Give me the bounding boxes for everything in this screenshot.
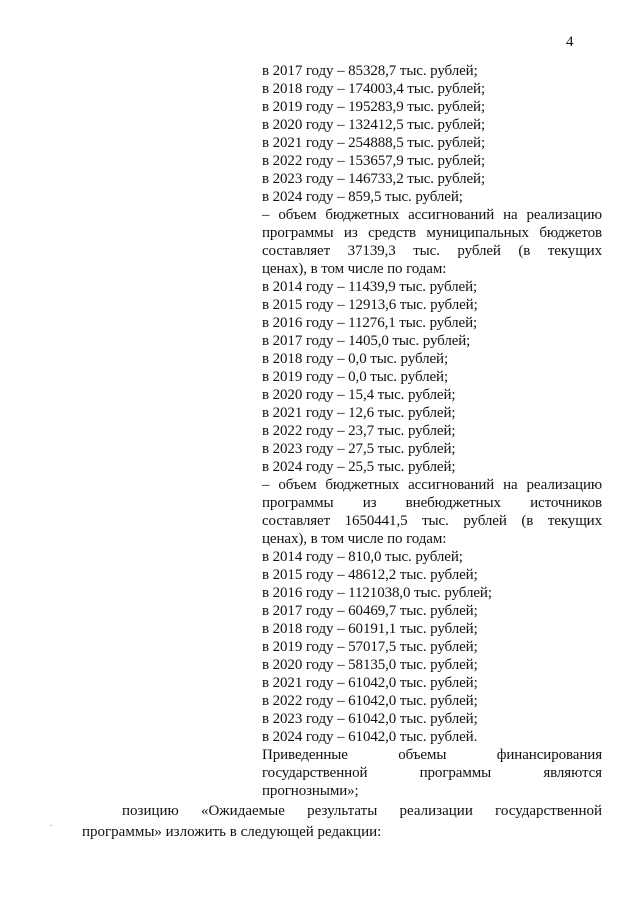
page-number: 4 xyxy=(566,34,574,50)
funding-list-extrabudget xyxy=(262,548,602,746)
funding-line: в 2022 году – 23,7 тыс. рублей; xyxy=(262,423,456,439)
funding-list-municipal xyxy=(262,278,602,476)
funding-line: в 2015 году – 12913,6 тыс. рублей; xyxy=(262,297,478,313)
funding-line: в 2021 году – 254888,5 тыс. рублей; xyxy=(262,135,486,151)
funding-line: в 2018 году – 174003,4 тыс. рублей; xyxy=(262,81,486,97)
funding-line: в 2019 году – 195283,9 тыс. рублей; xyxy=(262,99,486,115)
paragraph-line: составляет 1650441,5 тыс. рублей (в текущих xyxy=(262,513,602,529)
forecast-note-paragraph xyxy=(262,746,602,800)
funding-line: в 2014 году – 810,0 тыс. рублей; xyxy=(262,549,463,565)
paragraph-line: программы из внебюджетных источников xyxy=(262,495,602,511)
funding-line: в 2016 году – 1121038,0 тыс. рублей; xyxy=(262,585,492,601)
paragraph-line: государственной программы являются xyxy=(262,765,602,781)
extrabudget-paragraph xyxy=(262,476,602,548)
margin-mark: . xyxy=(50,818,53,828)
funding-line: в 2016 году – 11276,1 тыс. рублей; xyxy=(262,315,478,331)
paragraph-line: – объем бюджетных ассигнований на реализацию xyxy=(262,207,602,223)
paragraph-line: ценах), в том числе по годам: xyxy=(262,261,447,277)
paragraph-line: составляет 37139,3 тыс. рублей (в текущих xyxy=(262,243,602,259)
paragraph-line: прогнозными»; xyxy=(262,783,359,799)
funding-line: в 2017 году – 85328,7 тыс. рублей; xyxy=(262,63,478,79)
paragraph-line: программы из средств муниципальных бюджетов xyxy=(262,225,602,241)
funding-line: в 2019 году – 57017,5 тыс. рублей; xyxy=(262,639,478,655)
funding-column xyxy=(262,62,602,800)
funding-list-regional xyxy=(262,62,602,206)
funding-line: в 2021 году – 61042,0 тыс. рублей; xyxy=(262,675,478,691)
funding-line: в 2019 году – 0,0 тыс. рублей; xyxy=(262,369,449,385)
amendment-line: позицию «Ожидаемые результаты реализации государственной xyxy=(122,803,602,819)
funding-line: в 2022 году – 153657,9 тыс. рублей; xyxy=(262,153,486,169)
paragraph-line: Приведенные объемы финансирования xyxy=(262,747,602,763)
funding-line: в 2024 году – 25,5 тыс. рублей; xyxy=(262,459,456,475)
funding-line: в 2021 году – 12,6 тыс. рублей; xyxy=(262,405,456,421)
amendment-line: программы» изложить в следующей редакции: xyxy=(82,824,382,840)
funding-line: в 2022 году – 61042,0 тыс. рублей; xyxy=(262,693,478,709)
funding-line: в 2023 году – 27,5 тыс. рублей; xyxy=(262,441,456,457)
paragraph-line: – объем бюджетных ассигнований на реализацию xyxy=(262,477,602,493)
amendment-paragraph xyxy=(82,801,602,843)
funding-line: в 2018 году – 60191,1 тыс. рублей; xyxy=(262,621,478,637)
funding-line: в 2017 году – 60469,7 тыс. рублей; xyxy=(262,603,478,619)
municipal-budget-paragraph xyxy=(262,206,602,278)
funding-line: в 2023 году – 61042,0 тыс. рублей; xyxy=(262,711,478,727)
funding-line: в 2020 году – 58135,0 тыс. рублей; xyxy=(262,657,478,673)
funding-line: в 2014 году – 11439,9 тыс. рублей; xyxy=(262,279,478,295)
funding-line: в 2024 году – 61042,0 тыс. рублей. xyxy=(262,729,478,745)
paragraph-line: ценах), в том числе по годам: xyxy=(262,531,447,547)
funding-line: в 2015 году – 48612,2 тыс. рублей; xyxy=(262,567,478,583)
funding-line: в 2020 году – 15,4 тыс. рублей; xyxy=(262,387,456,403)
funding-line: в 2024 году – 859,5 тыс. рублей; xyxy=(262,189,463,205)
funding-line: в 2017 году – 1405,0 тыс. рублей; xyxy=(262,333,471,349)
funding-line: в 2018 году – 0,0 тыс. рублей; xyxy=(262,351,449,367)
funding-line: в 2020 году – 132412,5 тыс. рублей; xyxy=(262,117,486,133)
funding-line: в 2023 году – 146733,2 тыс. рублей; xyxy=(262,171,486,187)
